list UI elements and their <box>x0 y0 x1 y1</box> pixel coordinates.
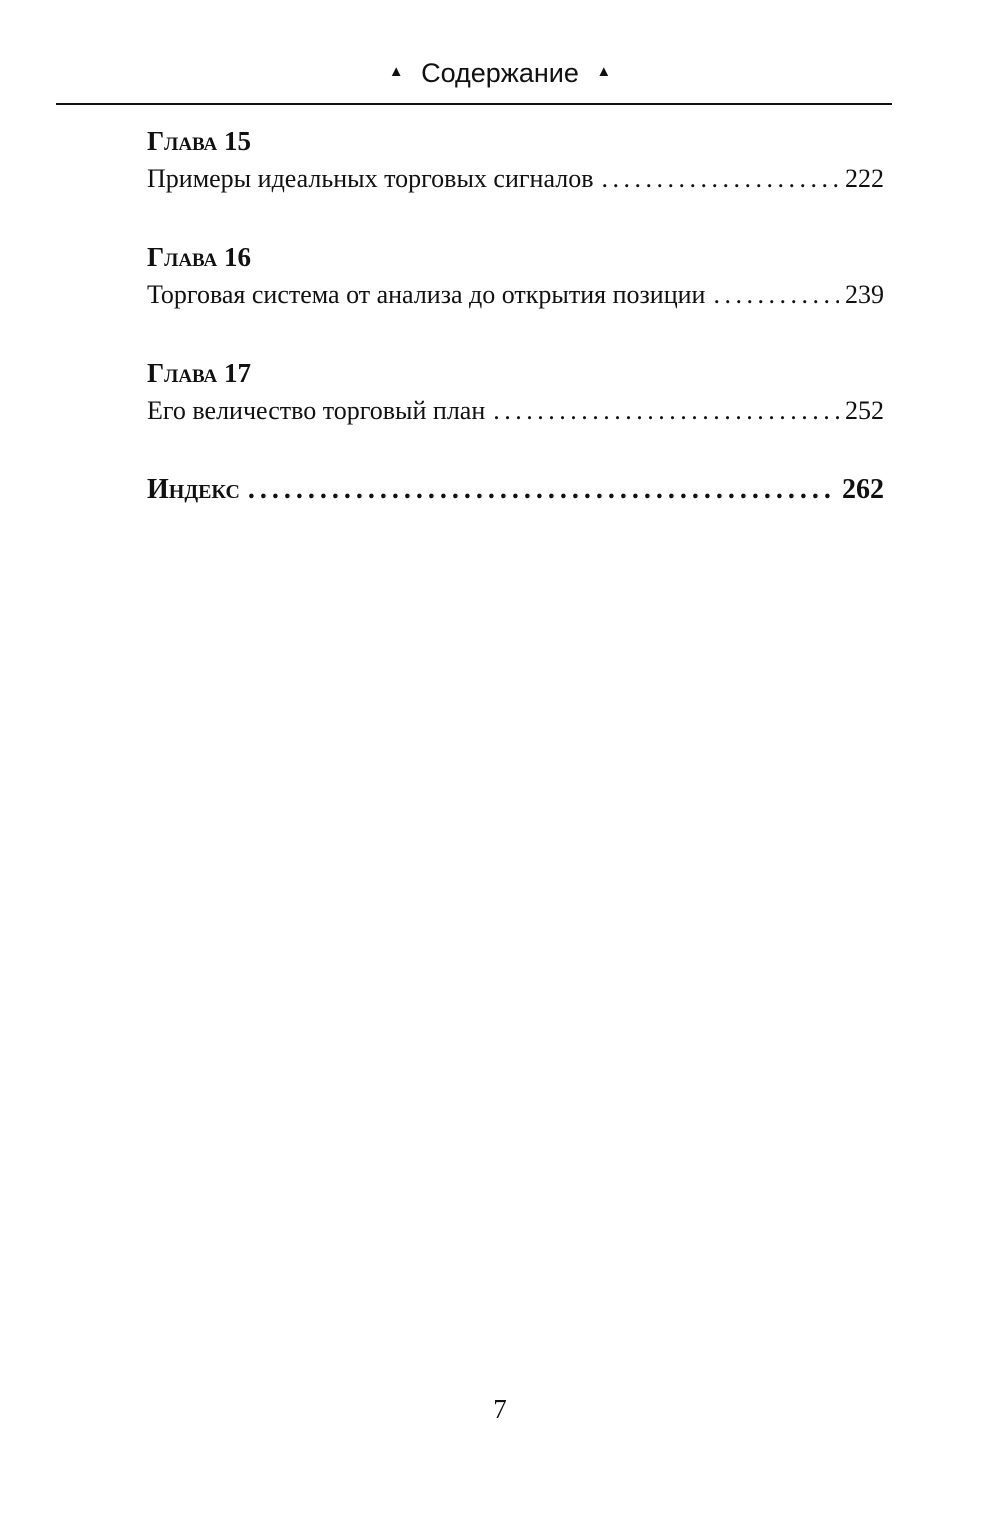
header-rule <box>56 103 892 105</box>
entry-page-number: 222 <box>845 164 884 193</box>
toc-chapter-17 <box>147 354 884 430</box>
entry-page-number: 252 <box>845 396 884 425</box>
dot-leader <box>601 160 839 198</box>
triangle-right-icon: ▲ <box>596 62 612 80</box>
entry-title: Его величество торговый план <box>147 396 486 425</box>
entry-page-number: 239 <box>845 280 884 309</box>
dot-leader <box>493 392 839 430</box>
dot-leader <box>713 276 839 314</box>
chapter-heading: Глава 16 <box>147 242 252 272</box>
chapter-heading: Глава 17 <box>147 358 252 388</box>
chapter-heading: Глава 15 <box>147 126 252 156</box>
triangle-left-icon: ▲ <box>388 62 404 80</box>
dot-leader <box>248 470 836 510</box>
index-title: Индекс <box>147 474 240 505</box>
toc-index-entry[interactable] <box>147 470 884 510</box>
entry-title: Торговая система от анализа до открытия позиции <box>147 280 706 309</box>
toc-entry[interactable] <box>147 160 884 198</box>
toc-entry[interactable] <box>147 276 884 314</box>
table-of-contents <box>147 122 884 510</box>
running-header-title: Содержание <box>421 58 579 88</box>
index-page-number: 262 <box>842 474 884 505</box>
toc-entry[interactable] <box>147 392 884 430</box>
entry-title: Примеры идеальных торговых сигналов <box>147 164 594 193</box>
toc-chapter-15 <box>147 122 884 198</box>
folio: 7 <box>493 1394 507 1424</box>
running-header <box>0 56 1000 92</box>
toc-chapter-16 <box>147 238 884 314</box>
